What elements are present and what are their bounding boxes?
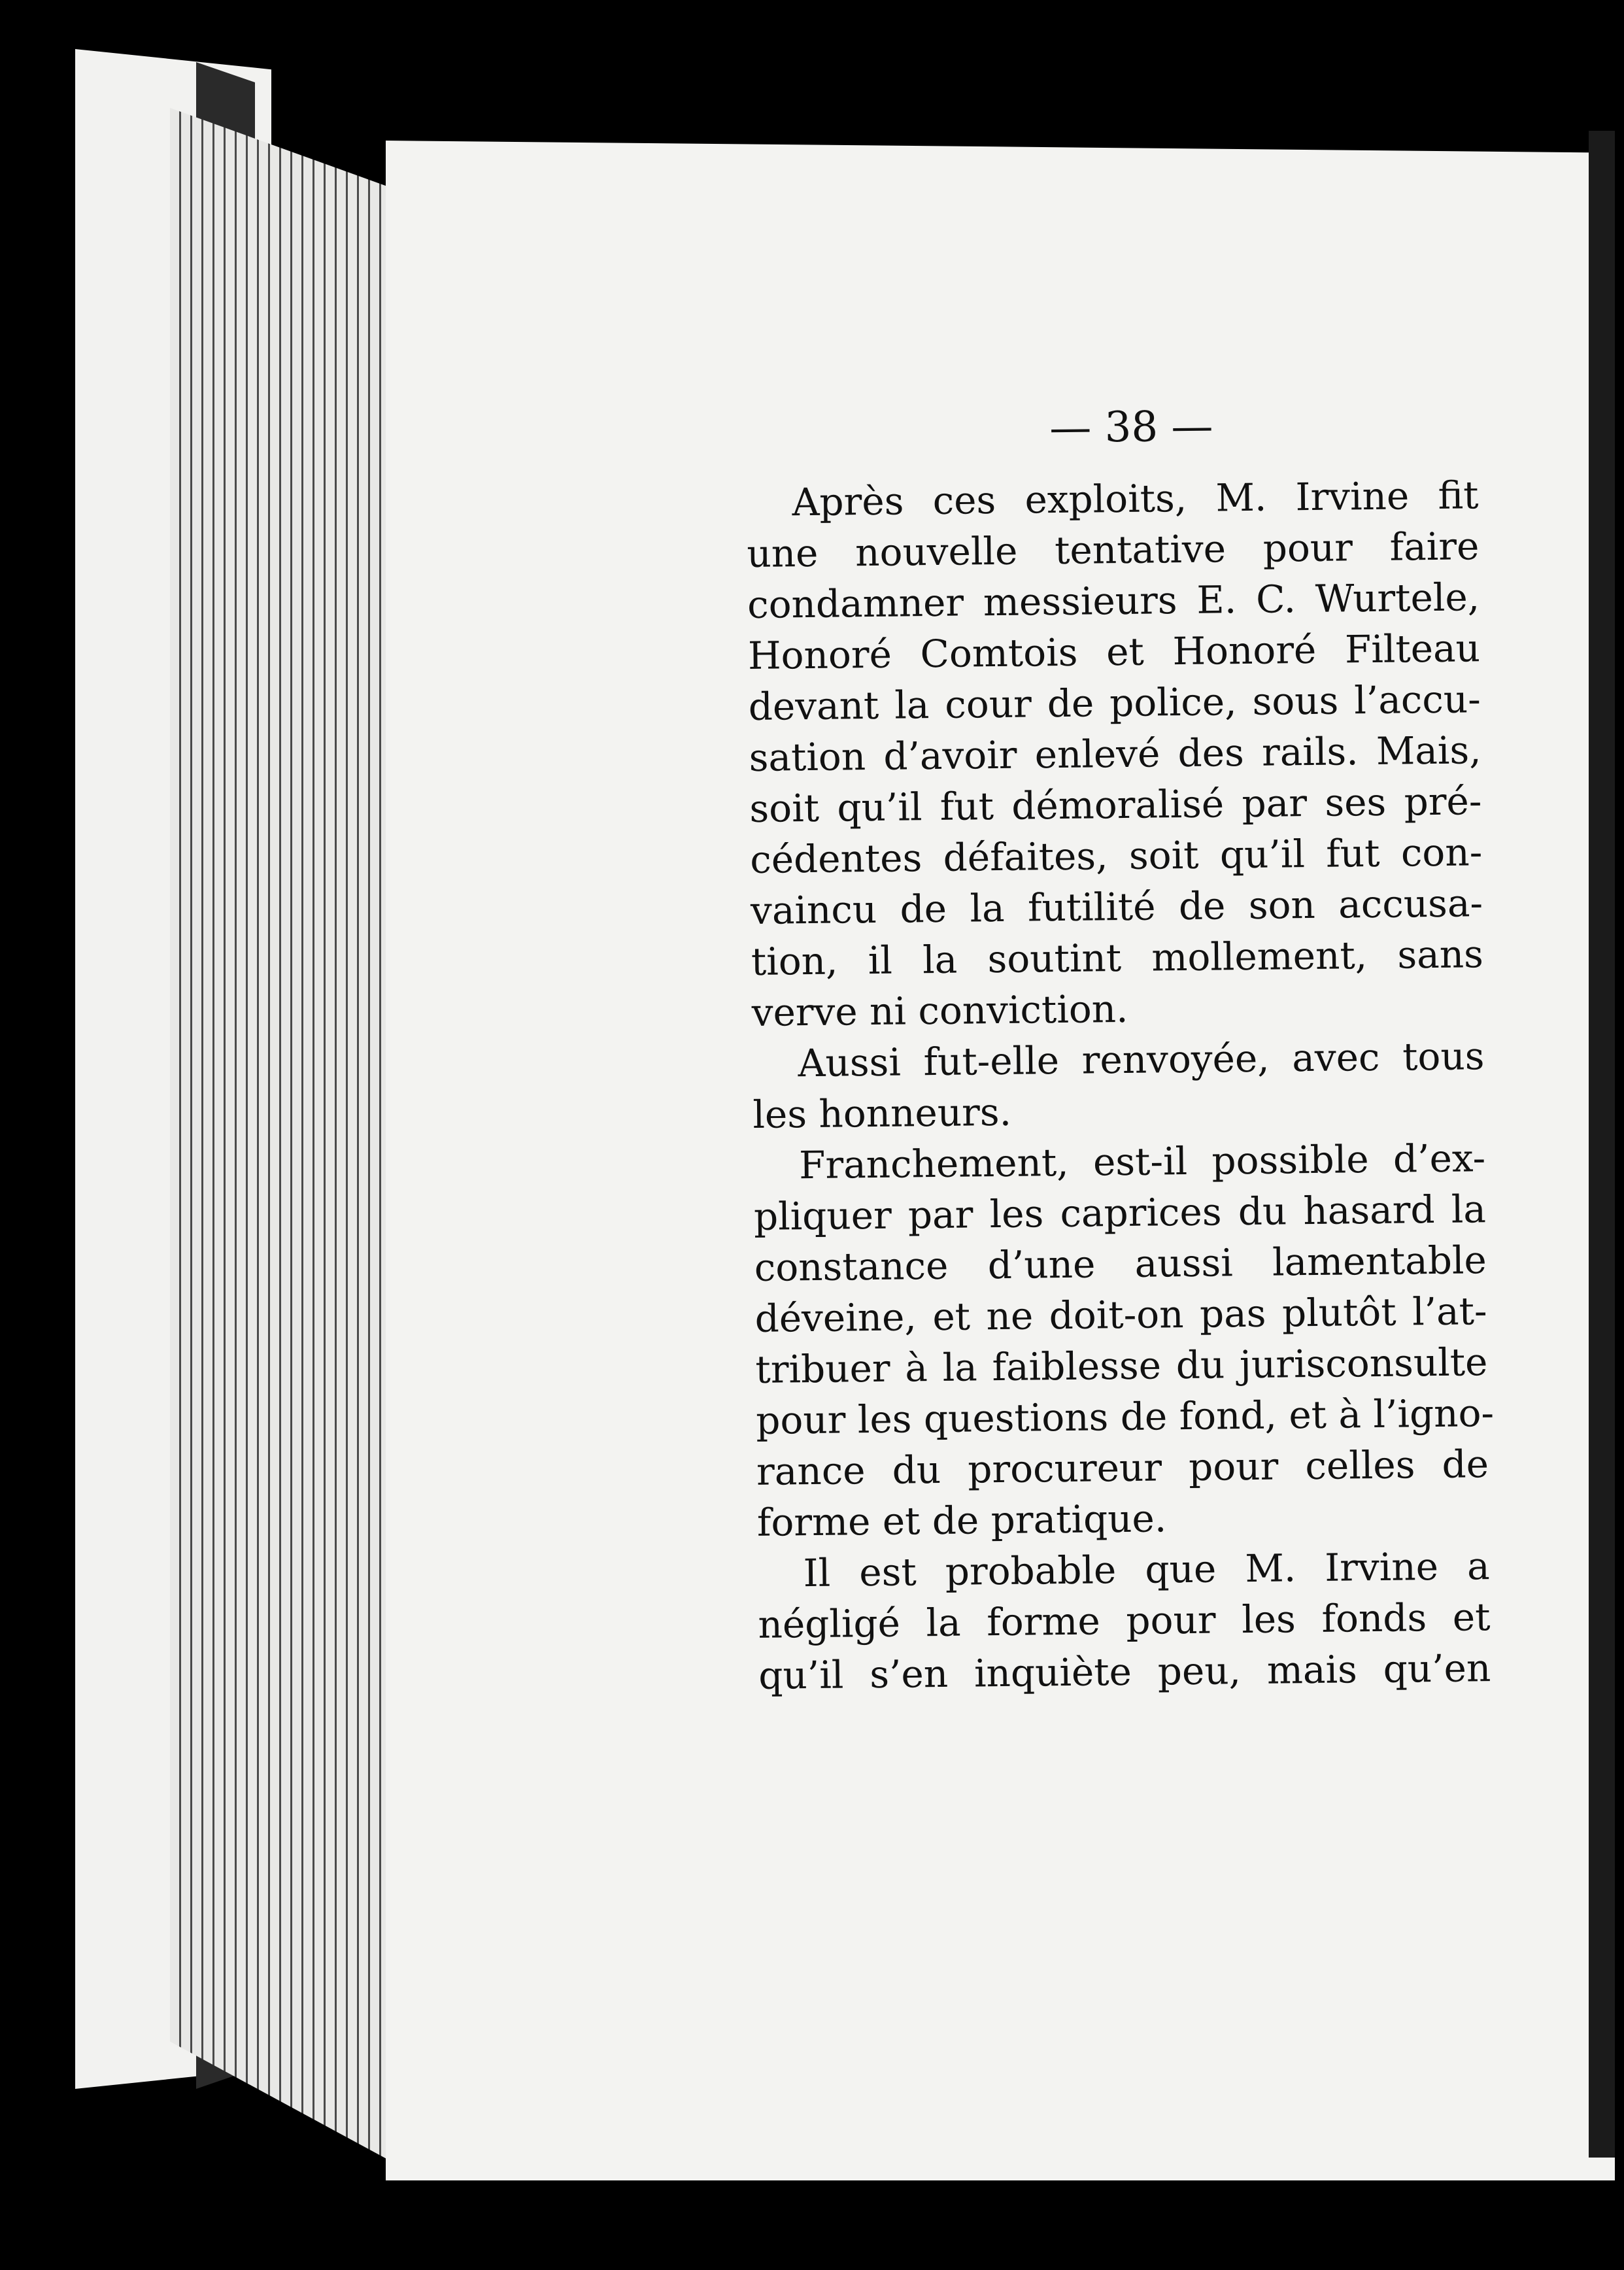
page-stack-edges: [170, 65, 405, 2190]
text-line: les honneurs.: [753, 1089, 1012, 1137]
text-line: Il est probable que M. Irvine a: [803, 1544, 1491, 1596]
body-text: [746, 469, 1495, 1701]
text-line: Franchement, est-il possible d’ex-: [798, 1136, 1486, 1188]
text-line: Honoré Comtois et Honoré Filteau: [747, 626, 1481, 678]
right-edge-shadow: [1589, 131, 1615, 2158]
text-line: Après ces exploits, M. Irvine fit: [792, 473, 1479, 525]
text-line: tribuer à la faiblesse du jurisconsulte: [755, 1340, 1488, 1392]
text-line: rance du procureur pour celles de: [756, 1442, 1489, 1494]
text-line: tion, il la soutint mollement, sans: [751, 932, 1484, 984]
text-line: devant la cour de police, sous l’accu-: [748, 677, 1481, 729]
text-line: une nouvelle tentative pour faire: [747, 524, 1480, 576]
page-number: — 38 —: [1049, 402, 1213, 453]
text-line: forme et de pratique.: [756, 1496, 1167, 1545]
text-line: sation d’avoir enlevé des rails. Mais,: [749, 728, 1481, 780]
text-line: soit qu’il fut démoralisé par ses pré-: [749, 779, 1482, 831]
text-line: cédentes défaites, soit qu’il fut con-: [749, 830, 1483, 882]
text-line: pliquer par les caprices du hasard la: [753, 1187, 1487, 1239]
text-line: Aussi fut-elle renvoyée, avec tous: [798, 1034, 1485, 1086]
text-line: constance d’une aussi lamentable: [754, 1238, 1487, 1290]
page-text-block: [745, 398, 1495, 1701]
text-line: pour les questions de fond, et à l’igno-: [755, 1391, 1495, 1443]
text-line: condamner messieurs E. C. Wurtele,: [747, 575, 1480, 627]
text-line: déveine, et ne doit-on pas plutôt l’at-: [754, 1289, 1487, 1341]
text-line: négligé la forme pour les fonds et: [758, 1595, 1491, 1647]
text-line: qu’il s’en inquiète peu, mais qu’en: [758, 1646, 1491, 1698]
text-line: verve ni conviction.: [751, 986, 1128, 1035]
text-line: vaincu de la futilité de son accusa-: [750, 881, 1483, 933]
